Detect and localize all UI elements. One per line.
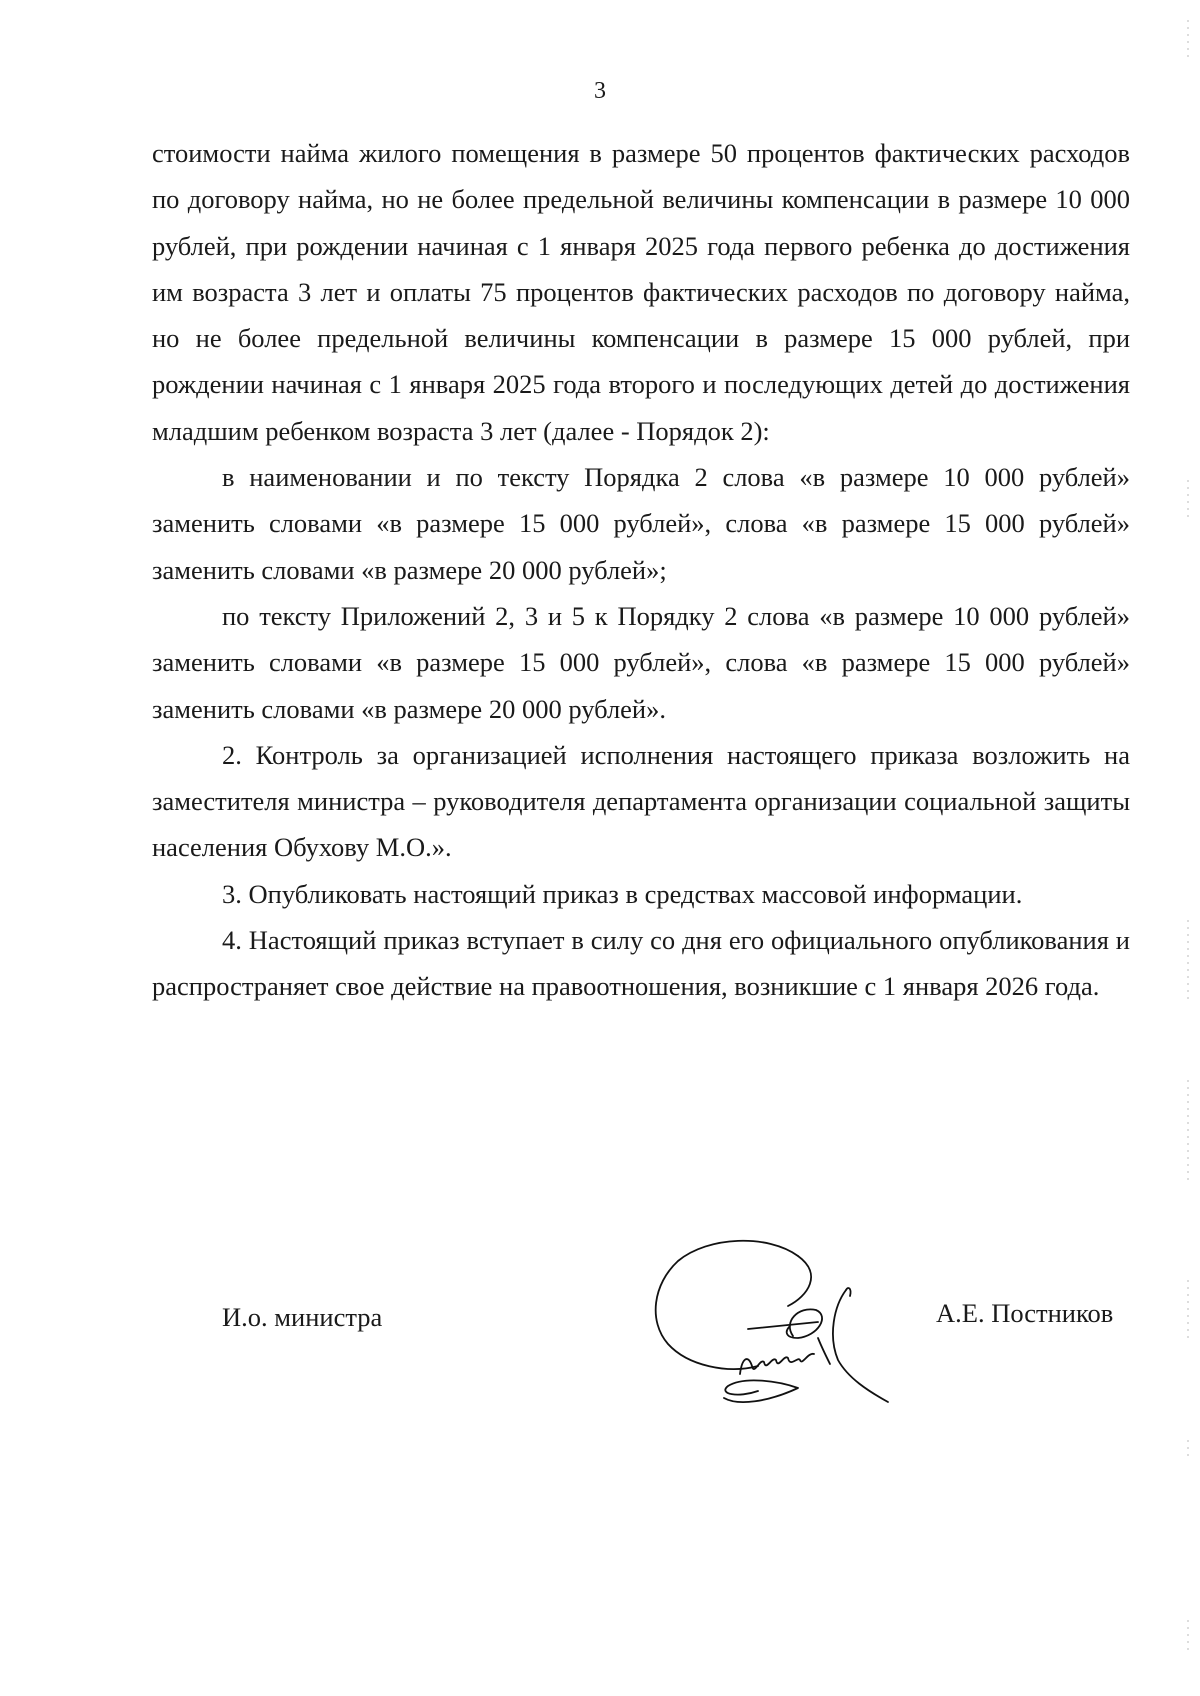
document-body <box>152 130 1130 1010</box>
paragraph-item-3: 3. Опубликовать настоящий приказ в средствах массовой информации. <box>222 878 1023 909</box>
page-number: 3 <box>594 78 606 104</box>
signatory-name: А.Е. Постников <box>936 1298 1114 1328</box>
paragraph-item-2: 2. Контроль за организацией исполнения настоящего приказа возложить на заместителя министра – руководителя департамента организации социальной защиты населения Обухову М.О.». <box>152 739 1130 863</box>
paragraph-item-4: 4. Настоящий приказ вступает в силу со дня его официального опубликования и распространяет свое действие на правоотношения, возникшие с 1 января 2026 года. <box>152 925 1130 1002</box>
paragraph-amendment-2: по тексту Приложений 2, 3 и 5 к Порядку 2 слова «в размере 10 000 рублей» заменить словами «в размере 15 000 рублей», слова «в размере 15 000 рублей» заменить словами «в размере 20 000 рублей». <box>152 600 1130 724</box>
scan-edge-marks <box>1184 0 1192 1696</box>
paragraph-continuation: стоимости найма жилого помещения в размере 50 процентов фактических расходов по договору найма, но не более предельной величины компенсации в размере 10 000 рублей, при рождении начиная с 1 января 2025 года первого ребенка до достижения им возраста 3 лет и оплаты 75 процентов фактических расходов по договору найма, но не более предельной величины компенсации в размере 15 000 рублей, при рождении начиная с 1 января 2025 года второго и последующих детей до достижения младшим ребенком возраста 3 лет (далее - Порядок 2): <box>152 138 1130 446</box>
paragraph-amendment-1: в наименовании и по тексту Порядка 2 слова «в размере 10 000 рублей» заменить словами «в размере 15 000 рублей», слова «в размере 15 000 рублей» заменить словами «в размере 20 000 рублей»; <box>152 462 1130 585</box>
handwritten-signature <box>648 1226 938 1406</box>
signatory-position: И.о. министра <box>222 1302 383 1332</box>
